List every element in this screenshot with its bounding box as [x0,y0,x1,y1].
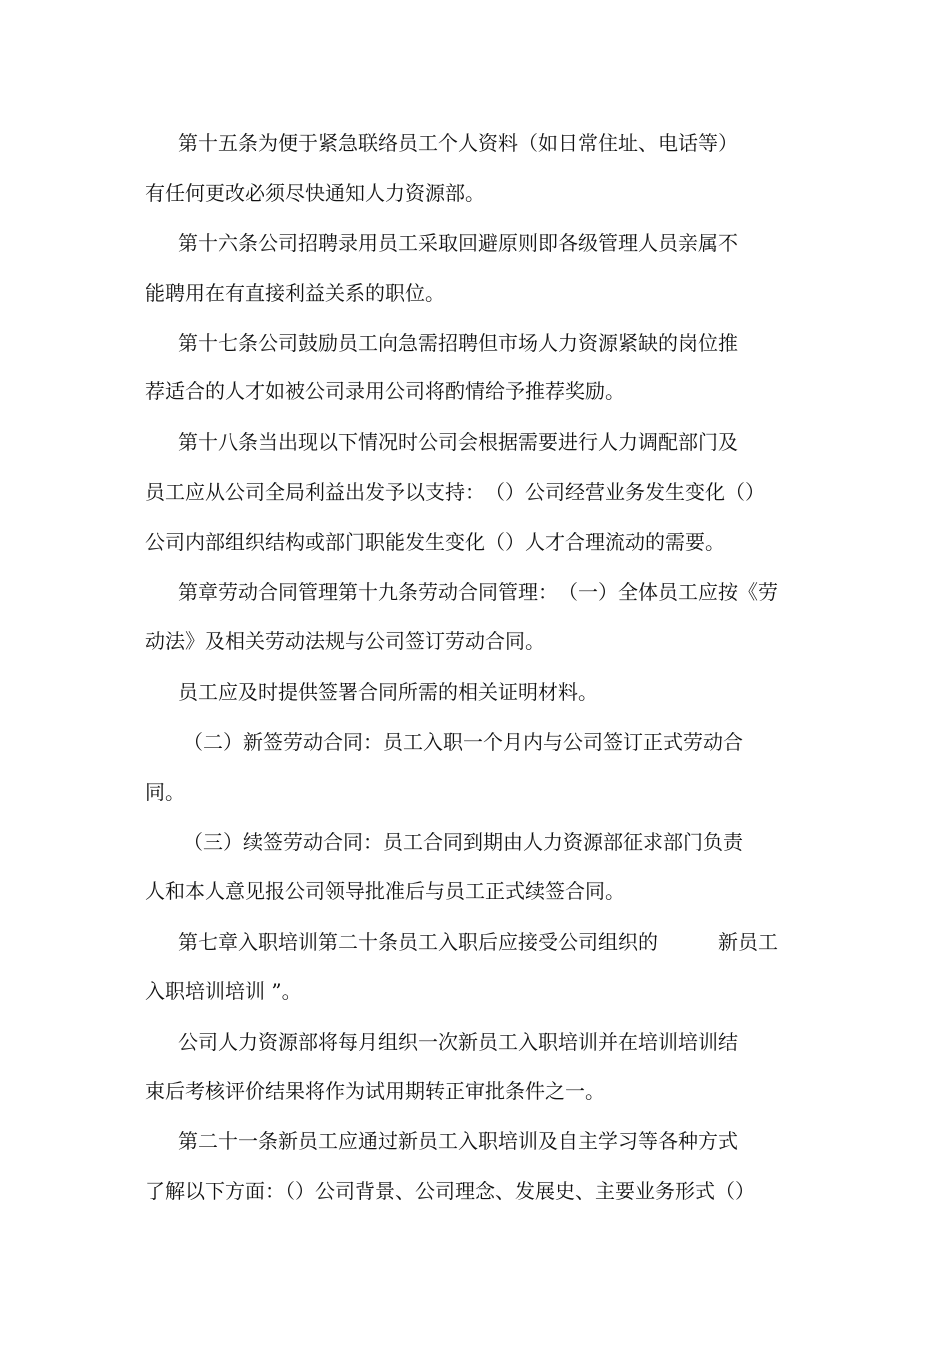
paragraph-line: 人和本人意见报公司领导批准后与员工正式续签合同。 [145,879,625,903]
paragraph-line: 员工应从公司全局利益出发予以支持： （）公司经营业务发生变化（） [145,480,765,504]
paragraph-line: （二）新签劳动合同：员工入职一个月内与公司签订正式劳动合 [183,730,743,754]
paragraph-line: 有任何更改必须尽快通知人力资源部。 [145,181,485,205]
paragraph-line: 第章劳动合同管理第十九条劳动合同管理： （一）全体员工应按《劳 [178,580,778,604]
paragraph-line: 第二十一条新员工应通过新员工入职培训及自主学习等各种方式 [178,1129,738,1153]
paragraph-line: 动法》及相关劳动法规与公司签订劳动合同。 [145,629,545,653]
paragraph-line: 束后考核评价结果将作为试用期转正审批条件之一。 [145,1079,605,1103]
paragraph-line: 第十六条公司招聘录用员工采取回避原则即各级管理人员亲属不 [178,231,738,255]
paragraph-line: 第十五条为便于紧急联络员工个人资料（如日常住址、电话等） [178,131,738,155]
paragraph-line: 第十七条公司鼓励员工向急需招聘但市场人力资源紧缺的岗位推 [178,331,738,355]
paragraph-line: 第十八条当出现以下情况时公司会根据需要进行人力调配部门及 [178,430,738,454]
paragraph-line: 入职培训培训 ”。 [145,979,302,1003]
paragraph-line: 荐适合的人才如被公司录用公司将酌情给予推荐奖励。 [145,379,625,403]
paragraph-line: 同。 [145,780,185,804]
paragraph-line: 公司内部组织结构或部门职能发生变化（）人才合理流动的需要。 [145,530,725,554]
paragraph-line: 第七章入职培训第二十条员工入职后应接受公司组织的 新员工 [178,930,778,954]
paragraph-line: 员工应及时提供签署合同所需的相关证明材料。 [178,680,598,704]
paragraph-line: 公司人力资源部将每月组织一次新员工入职培训并在培训培训结 [178,1030,738,1054]
paragraph-line: （三）续签劳动合同：员工合同到期由人力资源部征求部门负责 [183,830,743,854]
paragraph-line: 了解以下方面：（）公司背景、公司理念、发展史、主要业务形式（） [145,1179,755,1203]
paragraph-line: 能聘用在有直接利益关系的职位。 [145,281,445,305]
